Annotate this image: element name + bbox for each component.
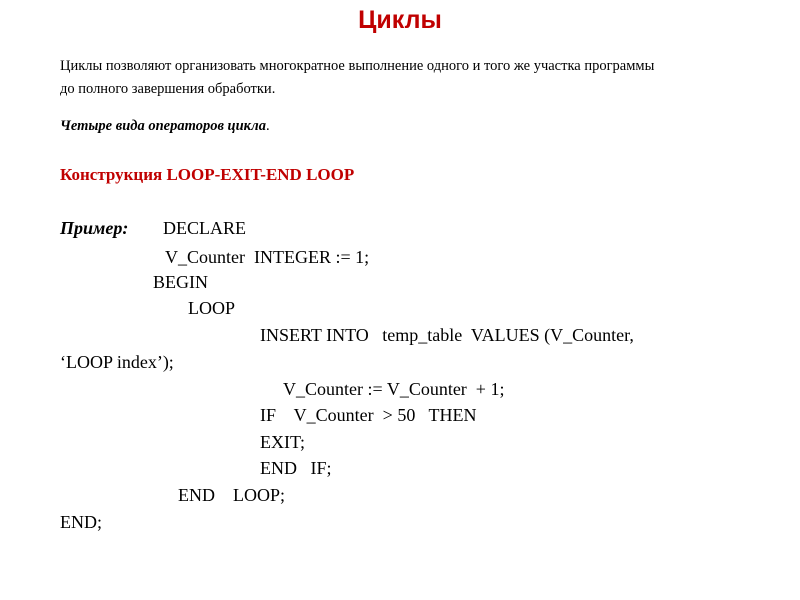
code-line-end-if: END IF; <box>260 458 332 478</box>
intro-line-2: до полного завершения обработки. <box>60 81 276 97</box>
code-line-end-loop: END LOOP; <box>178 485 285 505</box>
code-line-exit: EXIT; <box>260 432 305 452</box>
code-line-declare: DECLARE <box>163 218 246 238</box>
intro-paragraph <box>60 55 795 101</box>
code-line-insert: INSERT INTO temp_table VALUES (V_Counter, <box>260 325 634 345</box>
code-line-end: END; <box>60 512 102 532</box>
code-line-insert-continued: ‘LOOP index’); <box>60 352 174 372</box>
code-line-variable: V_Counter INTEGER := 1; <box>165 247 370 267</box>
loop-kinds-dot: . <box>266 118 270 134</box>
code-line-begin: BEGIN <box>153 272 208 292</box>
code-line-if: IF V_Counter > 50 THEN <box>260 405 477 425</box>
intro-line-1: Циклы позволяют организовать многократное выполнение одного и того же участка программы <box>60 58 655 74</box>
loop-kinds-label: Четыре вида операторов цикла <box>60 118 267 134</box>
slide-title: Циклы <box>358 6 442 34</box>
code-line-loop: LOOP <box>188 298 236 318</box>
construct-heading: Конструкция LOOP-EXIT-END LOOP <box>60 165 355 184</box>
loop-kinds-text <box>60 118 270 135</box>
example-label: Пример: <box>60 218 129 238</box>
code-line-increment: V_Counter := V_Counter + 1; <box>283 379 505 399</box>
